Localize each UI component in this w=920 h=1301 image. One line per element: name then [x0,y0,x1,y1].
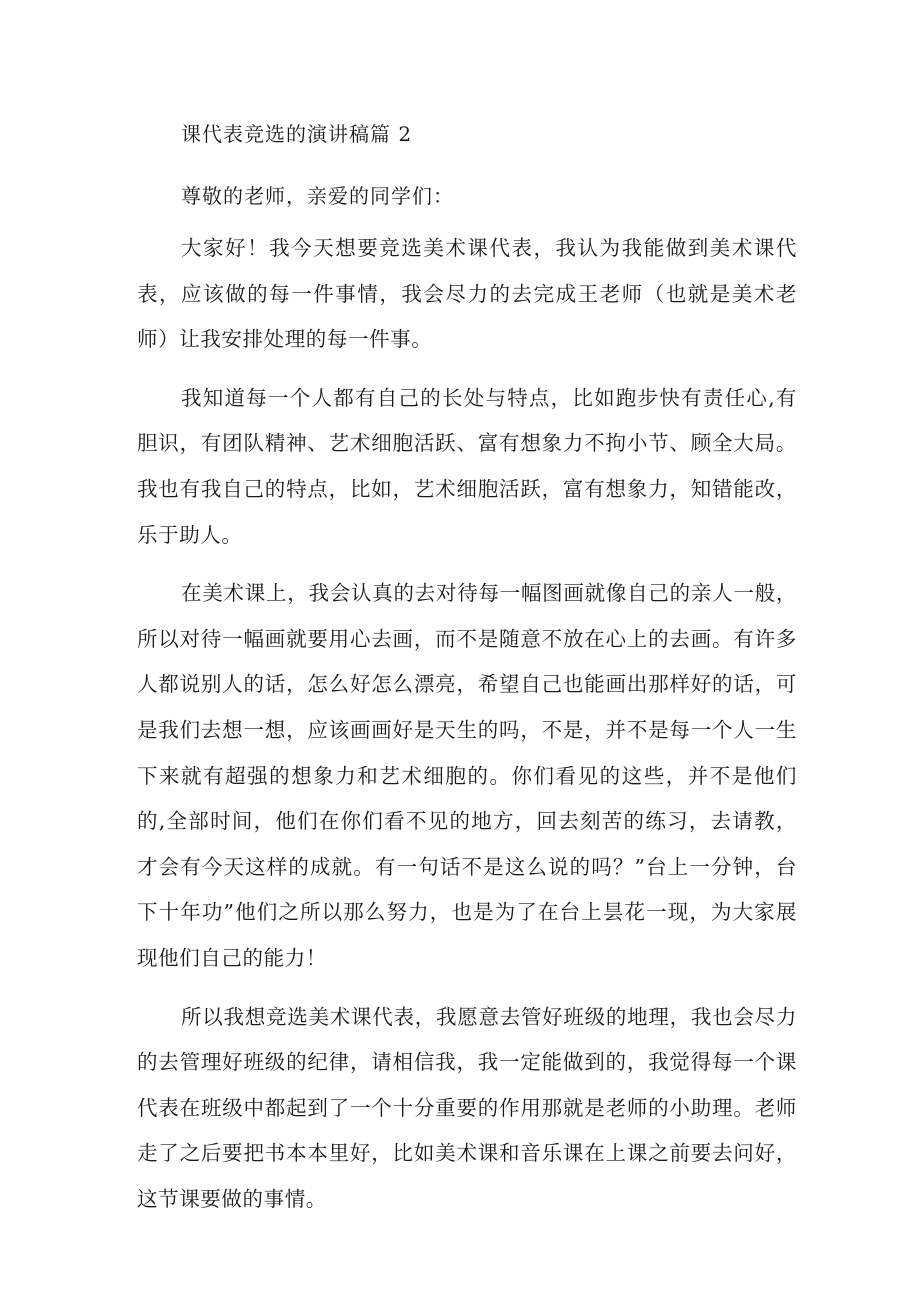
document-body [137,112,797,1235]
salutation: 尊敬的老师，亲爱的同学们： [181,184,454,208]
paragraph-strengths: 我知道每一个人都有自己的长处与特点，比如跑步快有责任心,有胆识，有团队精神、艺术细胞活跃、富有想象力不拘小节、顾全大局。我也有我自己的特点，比如，艺术细胞活跃，富有想象力，知错能改，乐于助人。 [137,385,797,547]
document-title: 课代表竞选的演讲稿篇 2 [181,122,413,146]
paragraph-art-class: 在美术课上，我会认真的去对待每一幅图画就像自己的亲人一般，所以对待一幅画就要用心去画，而不是随意不放在心上的去画。有许多人都说别人的话，怎么好怎么漂亮，希望自己也能画出那样好的话，可是我们去想一想，应该画画好是天生的吗，不是，并不是每一个人一生下来就有超强的想象力和艺术细胞的。你们看见的这些，并不是他们的,全部时间，他们在你们看不见的地方，回去刻苦的练习，去请教，才会有今天这样的成就。有一句话不是这么说的吗？”台上一分钟，台下十年功”他们之所以那么努力，也是为了在台上昙花一现，为大家展现他们自己的能力！ [137,581,797,970]
paragraph-conclusion: 所以我想竞选美术课代表，我愿意去管好班级的地理，我也会尽力的去管理好班级的纪律，请相信我，我一定能做到的，我觉得每一个课代表在班级中都起到了一个十分重要的作用那就是老师的小助理。老师走了之后要把书本本里好，比如美术课和音乐课在上课之前要去问好，这节课要做的事情。 [137,1004,797,1211]
paragraph-greeting: 大家好！我今天想要竞选美术课代表，我认为我能做到美术课代表，应该做的每一件事情，我会尽力的去完成王老师（也就是美术老师）让我安排处理的每一件事。 [137,236,797,352]
